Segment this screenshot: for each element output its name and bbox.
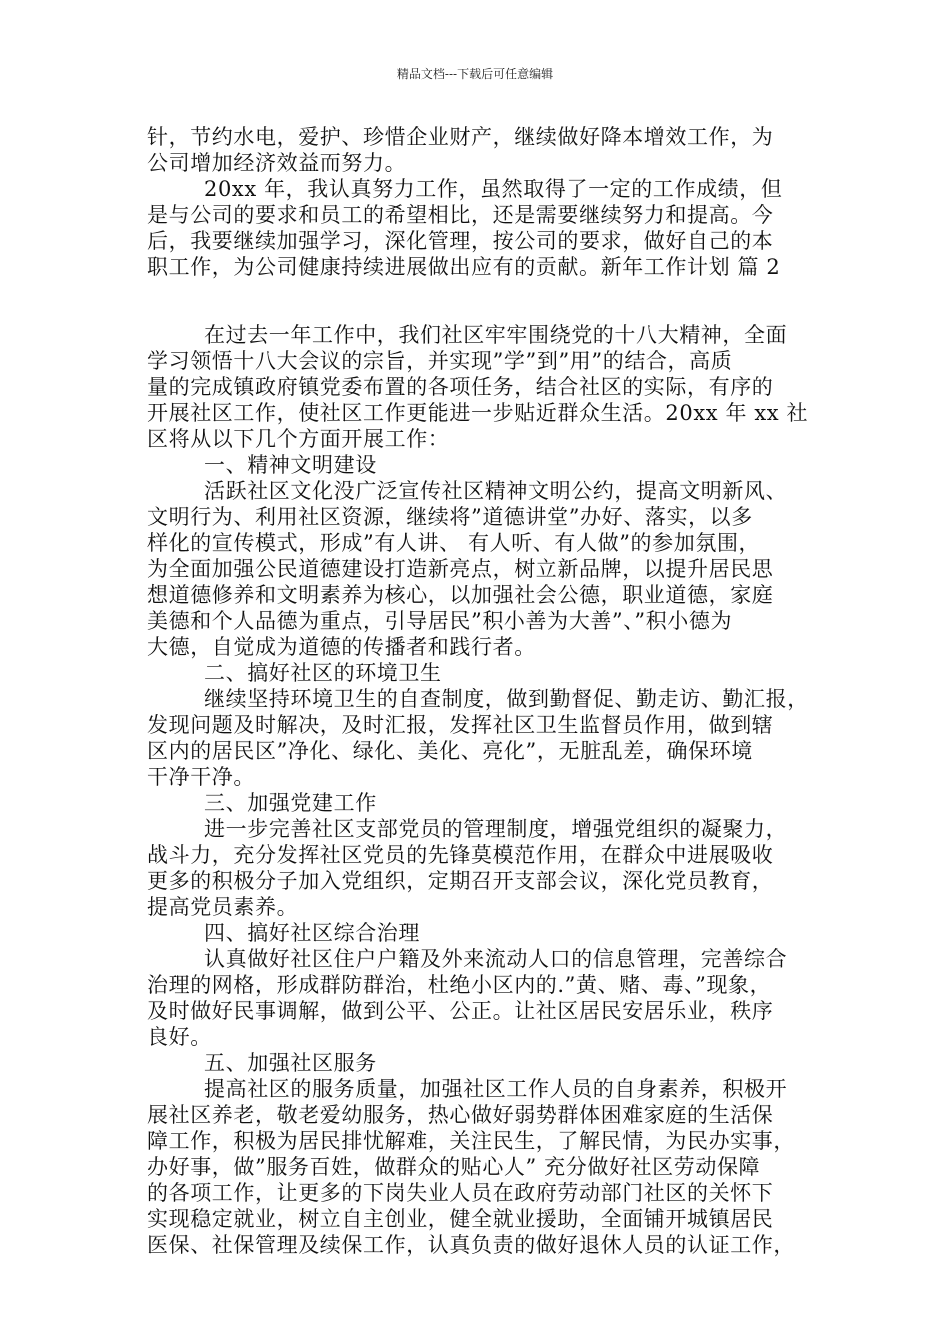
text-line: 医保、社保管理及续保工作，认真负责的做好退休人员的认证工作， xyxy=(147,1233,795,1257)
text-line: 干净干净。 xyxy=(147,765,255,789)
text-line: 后，我要继续加强学习，深化管理，按公司的要求，做好自己的本 xyxy=(147,229,774,253)
text-line: 发现问题及时解决，及时汇报，发挥社区卫生监督员作用，做到辖 xyxy=(147,713,774,737)
text-line: 大德，自觉成为道德的传播者和践行者。 xyxy=(147,635,536,659)
text-line: 针，节约水电，爱护、珍惜企业财产，继续做好降本增效工作，为 xyxy=(147,125,774,149)
text-line: 区将从以下几个方面开展工作： xyxy=(147,427,450,451)
text-line: 文明行为、利用社区资源，继续将”道德讲堂”办好、落实，以多 xyxy=(147,505,753,529)
text-line: 实现稳定就业，树立自主创业，健全就业援助，全面铺开城镇居民 xyxy=(147,1207,774,1231)
text-line: 公司增加经济效益而努力。 xyxy=(147,151,407,175)
section-heading: 二、搞好社区的环境卫生 xyxy=(204,661,442,685)
text-line: 认真做好社区住户户籍及外来流动人口的信息管理，完善综合 xyxy=(204,947,788,971)
text-line: 量的完成镇政府镇党委布置的各项任务，结合社区的实际，有序的 xyxy=(147,375,774,399)
text-line: 美德和个人品德为重点，引导居民”积小善为大善”、”积小德为 xyxy=(147,609,733,633)
text-line: 开展社区工作，使社区工作更能进一步贴近群众生活。20xx 年 xx 社 xyxy=(147,401,809,425)
text-line: 学习领悟十八大会议的宗旨，并实现”学”到”用”的结合，高质 xyxy=(147,349,733,373)
section-heading: 五、加强社区服务 xyxy=(204,1051,377,1075)
section-heading: 四、搞好社区综合治理 xyxy=(204,921,420,945)
text-line: 在过去一年工作中，我们社区牢牢围绕党的十八大精神，全面 xyxy=(204,323,788,347)
text-line: 战斗力，充分发挥社区党员的先锋莫模范作用，在群众中进展吸收 xyxy=(147,843,774,867)
page-header: 精品文档---下载后可任意编辑 xyxy=(396,67,554,81)
text-line: 活跃社区文化没广泛宣传社区精神文明公约，提高文明新风、 xyxy=(204,479,788,503)
text-line: 提高党员素养。 xyxy=(147,895,299,919)
text-line: 更多的积极分子加入党组织，定期召开支部会议，深化党员教育， xyxy=(147,869,774,893)
section-heading: 三、加强党建工作 xyxy=(204,791,377,815)
text-line: 职工作，为公司健康持续进展做出应有的贡献。新年工作计划 篇 2 xyxy=(147,255,781,279)
text-line: 进一步完善社区支部党员的管理制度，增强党组织的凝聚力， xyxy=(204,817,788,841)
text-line: 办好事，做”服务百姓，做群众的贴心人” 充分做好社区劳动保障 xyxy=(147,1155,761,1179)
text-line: 及时做好民事调解，做到公平、公正。让社区居民安居乐业，秩序 xyxy=(147,999,774,1023)
text-line: 区内的居民区”净化、绿化、美化、亮化”，无脏乱差，确保环境 xyxy=(147,739,753,763)
text-line: 治理的网格，形成群防群治，杜绝小区内的.”黄、赌、毒、”现象， xyxy=(147,973,772,997)
text-line: 为全面加强公民道德建设打造新亮点，树立新品牌，以提升居民思 xyxy=(147,557,774,581)
text-line: 20xx 年，我认真努力工作，虽然取得了一定的工作成绩，但 xyxy=(204,177,783,201)
text-line: 提高社区的服务质量，加强社区工作人员的自身素养，积极开 xyxy=(204,1077,788,1101)
text-line: 展社区养老，敬老爱幼服务，热心做好弱势群体困难家庭的生活保 xyxy=(147,1103,774,1127)
text-line: 继续坚持环境卫生的自查制度，做到勤督促、勤走访、勤汇报， xyxy=(204,687,809,711)
text-line: 想道德修养和文明素养为核心，以加强社会公德，职业道德，家庭 xyxy=(147,583,774,607)
text-line: 障工作，积极为居民排忧解难，关注民生，了解民情，为民办实事， xyxy=(147,1129,795,1153)
text-line: 是与公司的要求和员工的希望相比，还是需要继续努力和提高。今 xyxy=(147,203,774,227)
text-line: 良好。 xyxy=(147,1025,212,1049)
text-line: 的各项工作，让更多的下岗失业人员在政府劳动部门社区的关怀下 xyxy=(147,1181,774,1205)
section-heading: 一、精神文明建设 xyxy=(204,453,377,477)
text-line: 样化的宣传模式，形成”有人讲、 有人听、有人做”的参加氛围， xyxy=(147,531,761,555)
